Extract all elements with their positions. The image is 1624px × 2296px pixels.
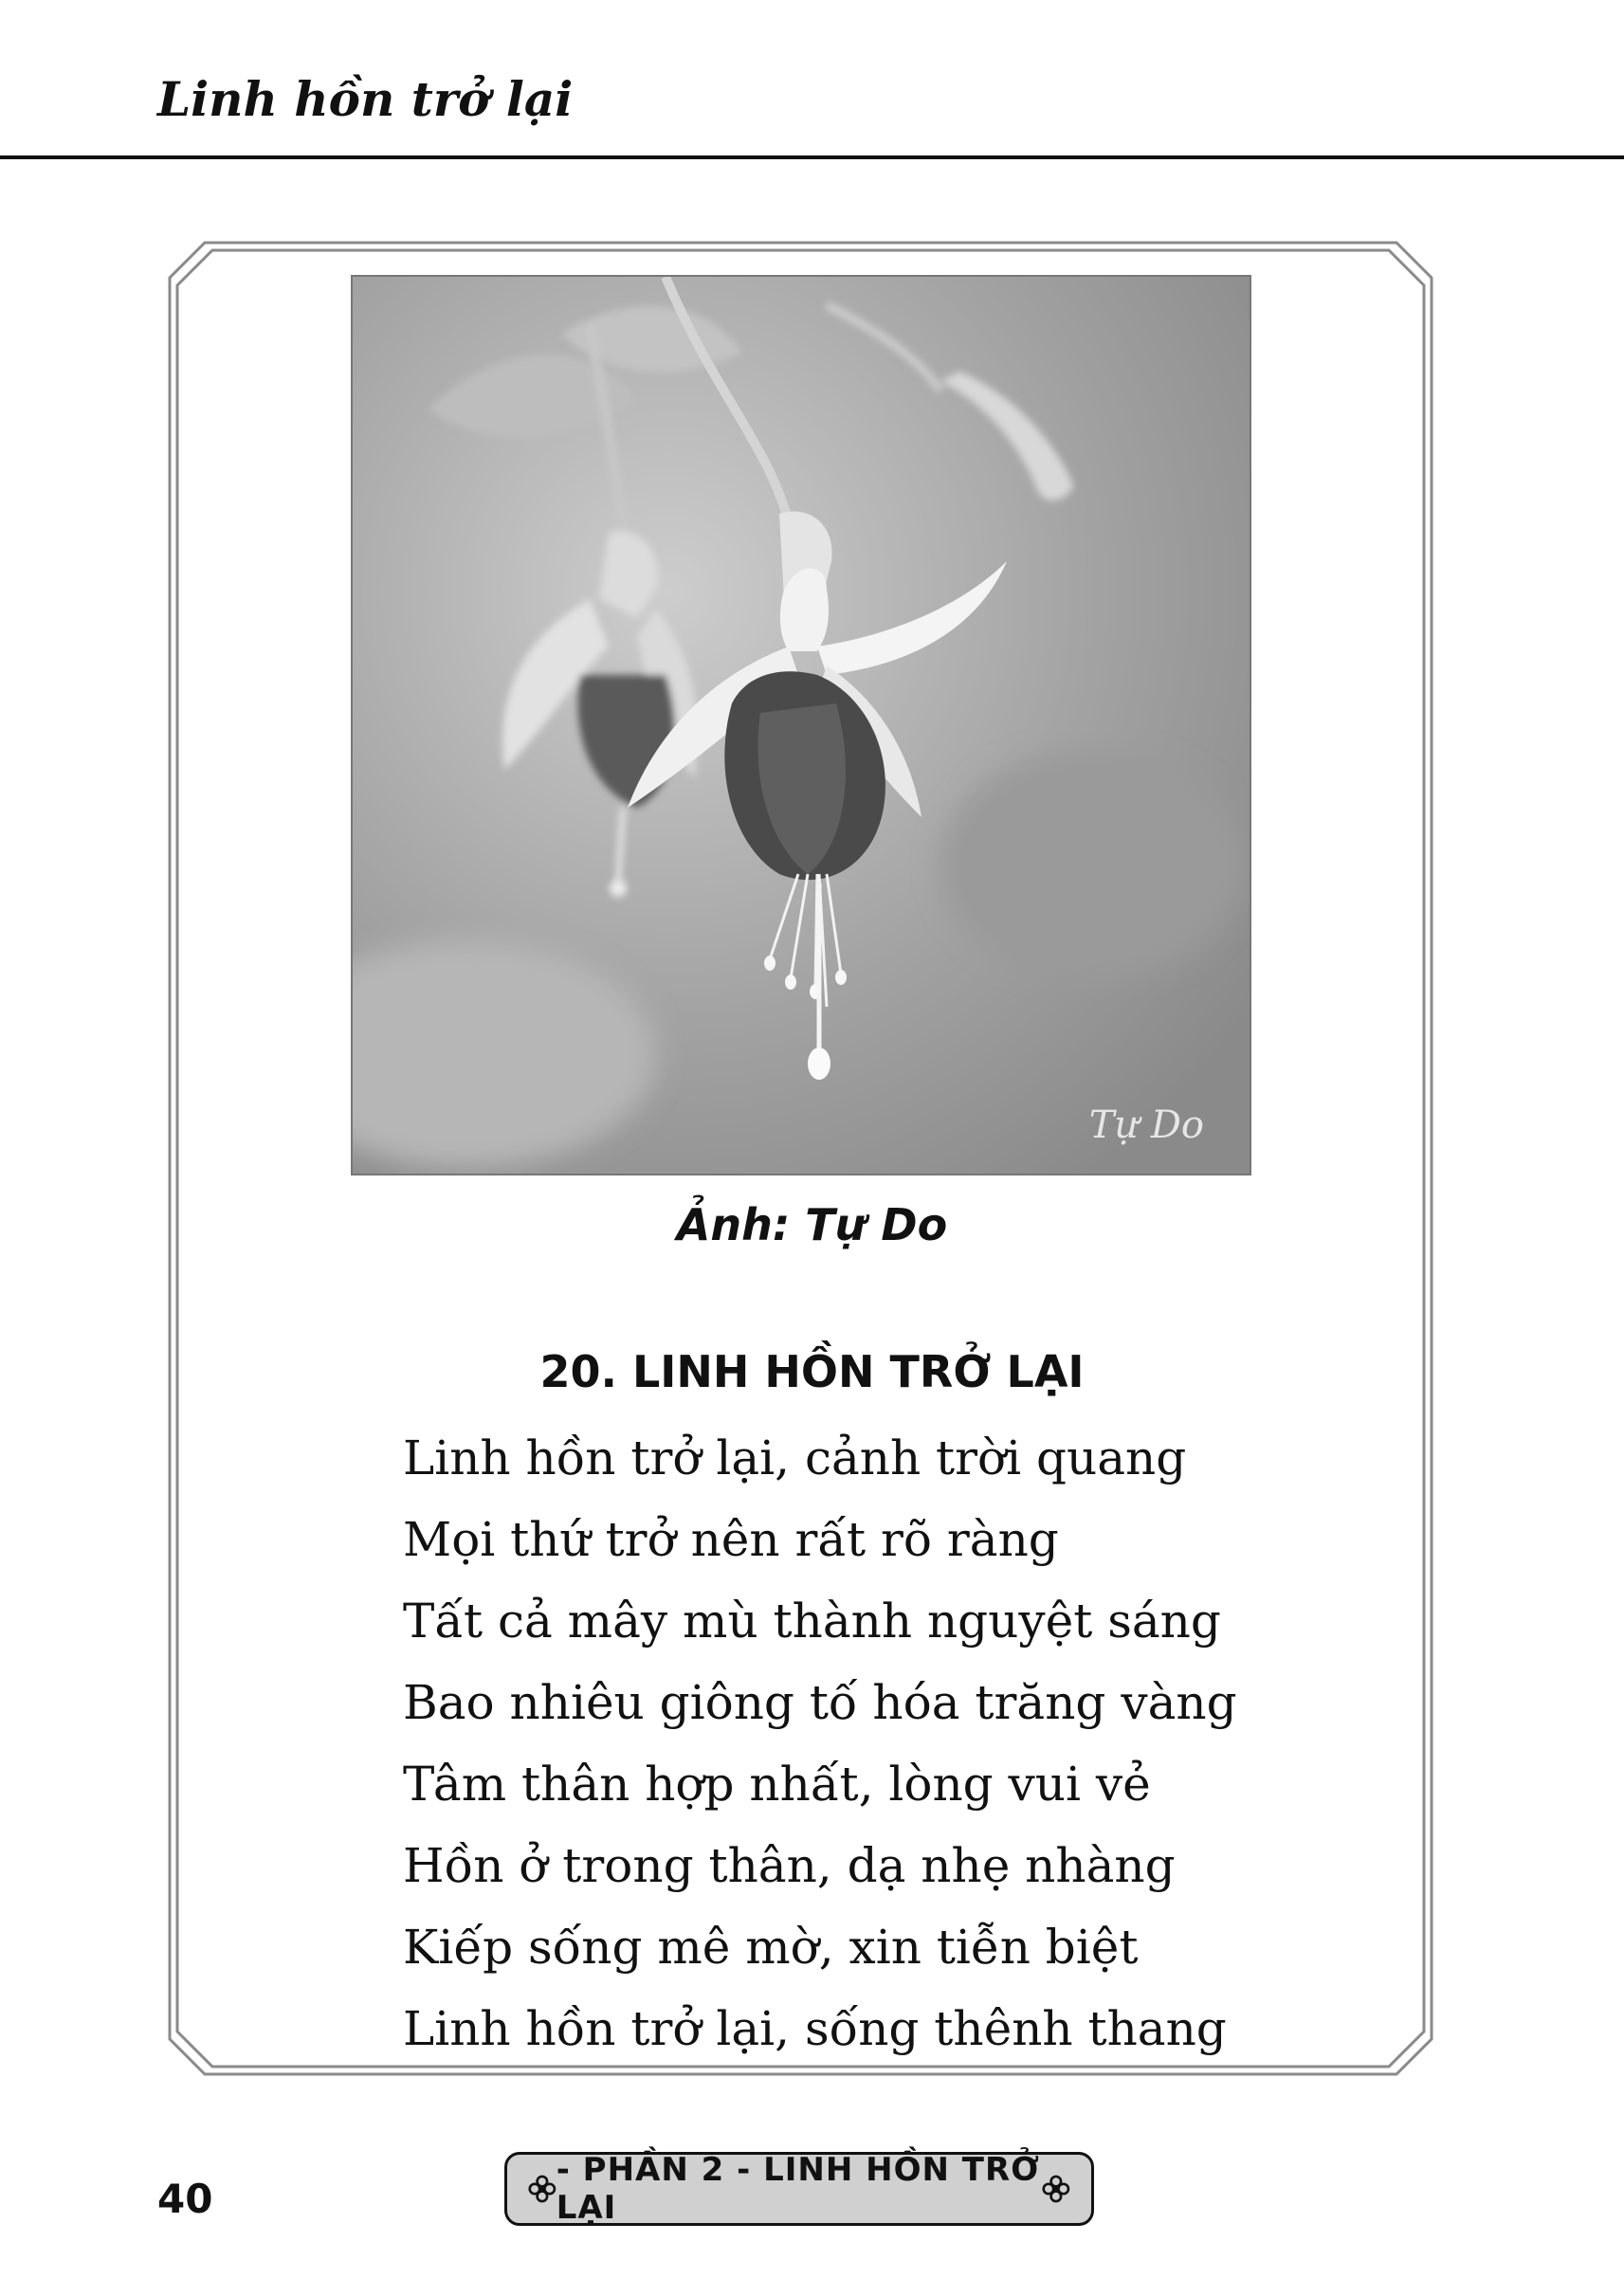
running-title: Linh hồn trở lại xyxy=(157,71,574,127)
poem-line: Bao nhiêu giông tố hóa trăng vàng xyxy=(403,1675,1237,1730)
section-label: - PHẦN 2 - LINH HỒN TRỞ LẠI xyxy=(556,2151,1040,2227)
poem-title: 20. LINH HỒN TRỞ LẠI xyxy=(539,1346,1085,1397)
poem-line: Kiếp sống mê mờ, xin tiễn biệt xyxy=(403,1920,1139,1975)
poem-line: Tất cả mây mù thành nguyệt sáng xyxy=(403,1594,1221,1649)
section-badge xyxy=(504,2152,1094,2226)
poem-line: Linh hồn trở lại, sống thênh thang xyxy=(403,2001,1227,2056)
poem-line: Mọi thứ trở nên rất rõ ràng xyxy=(403,1512,1059,1567)
flower-icon xyxy=(1042,2173,1070,2205)
poem-line: Hồn ở trong thân, dạ nhẹ nhàng xyxy=(403,1838,1176,1893)
poem-line: Linh hồn trở lại, cảnh trời quang xyxy=(403,1430,1187,1485)
header-rule xyxy=(0,155,1624,159)
poem-lines xyxy=(403,1417,1237,2069)
poem-line: Tâm thân hợp nhất, lòng vui vẻ xyxy=(403,1757,1151,1812)
photo-caption: Ảnh: Tự Do xyxy=(676,1199,948,1250)
photo-watermark: Tự Do xyxy=(1088,1103,1204,1147)
flower-icon xyxy=(528,2173,557,2205)
page-number: 40 xyxy=(157,2176,213,2222)
fuchsia-flower-photo xyxy=(351,275,1251,1175)
